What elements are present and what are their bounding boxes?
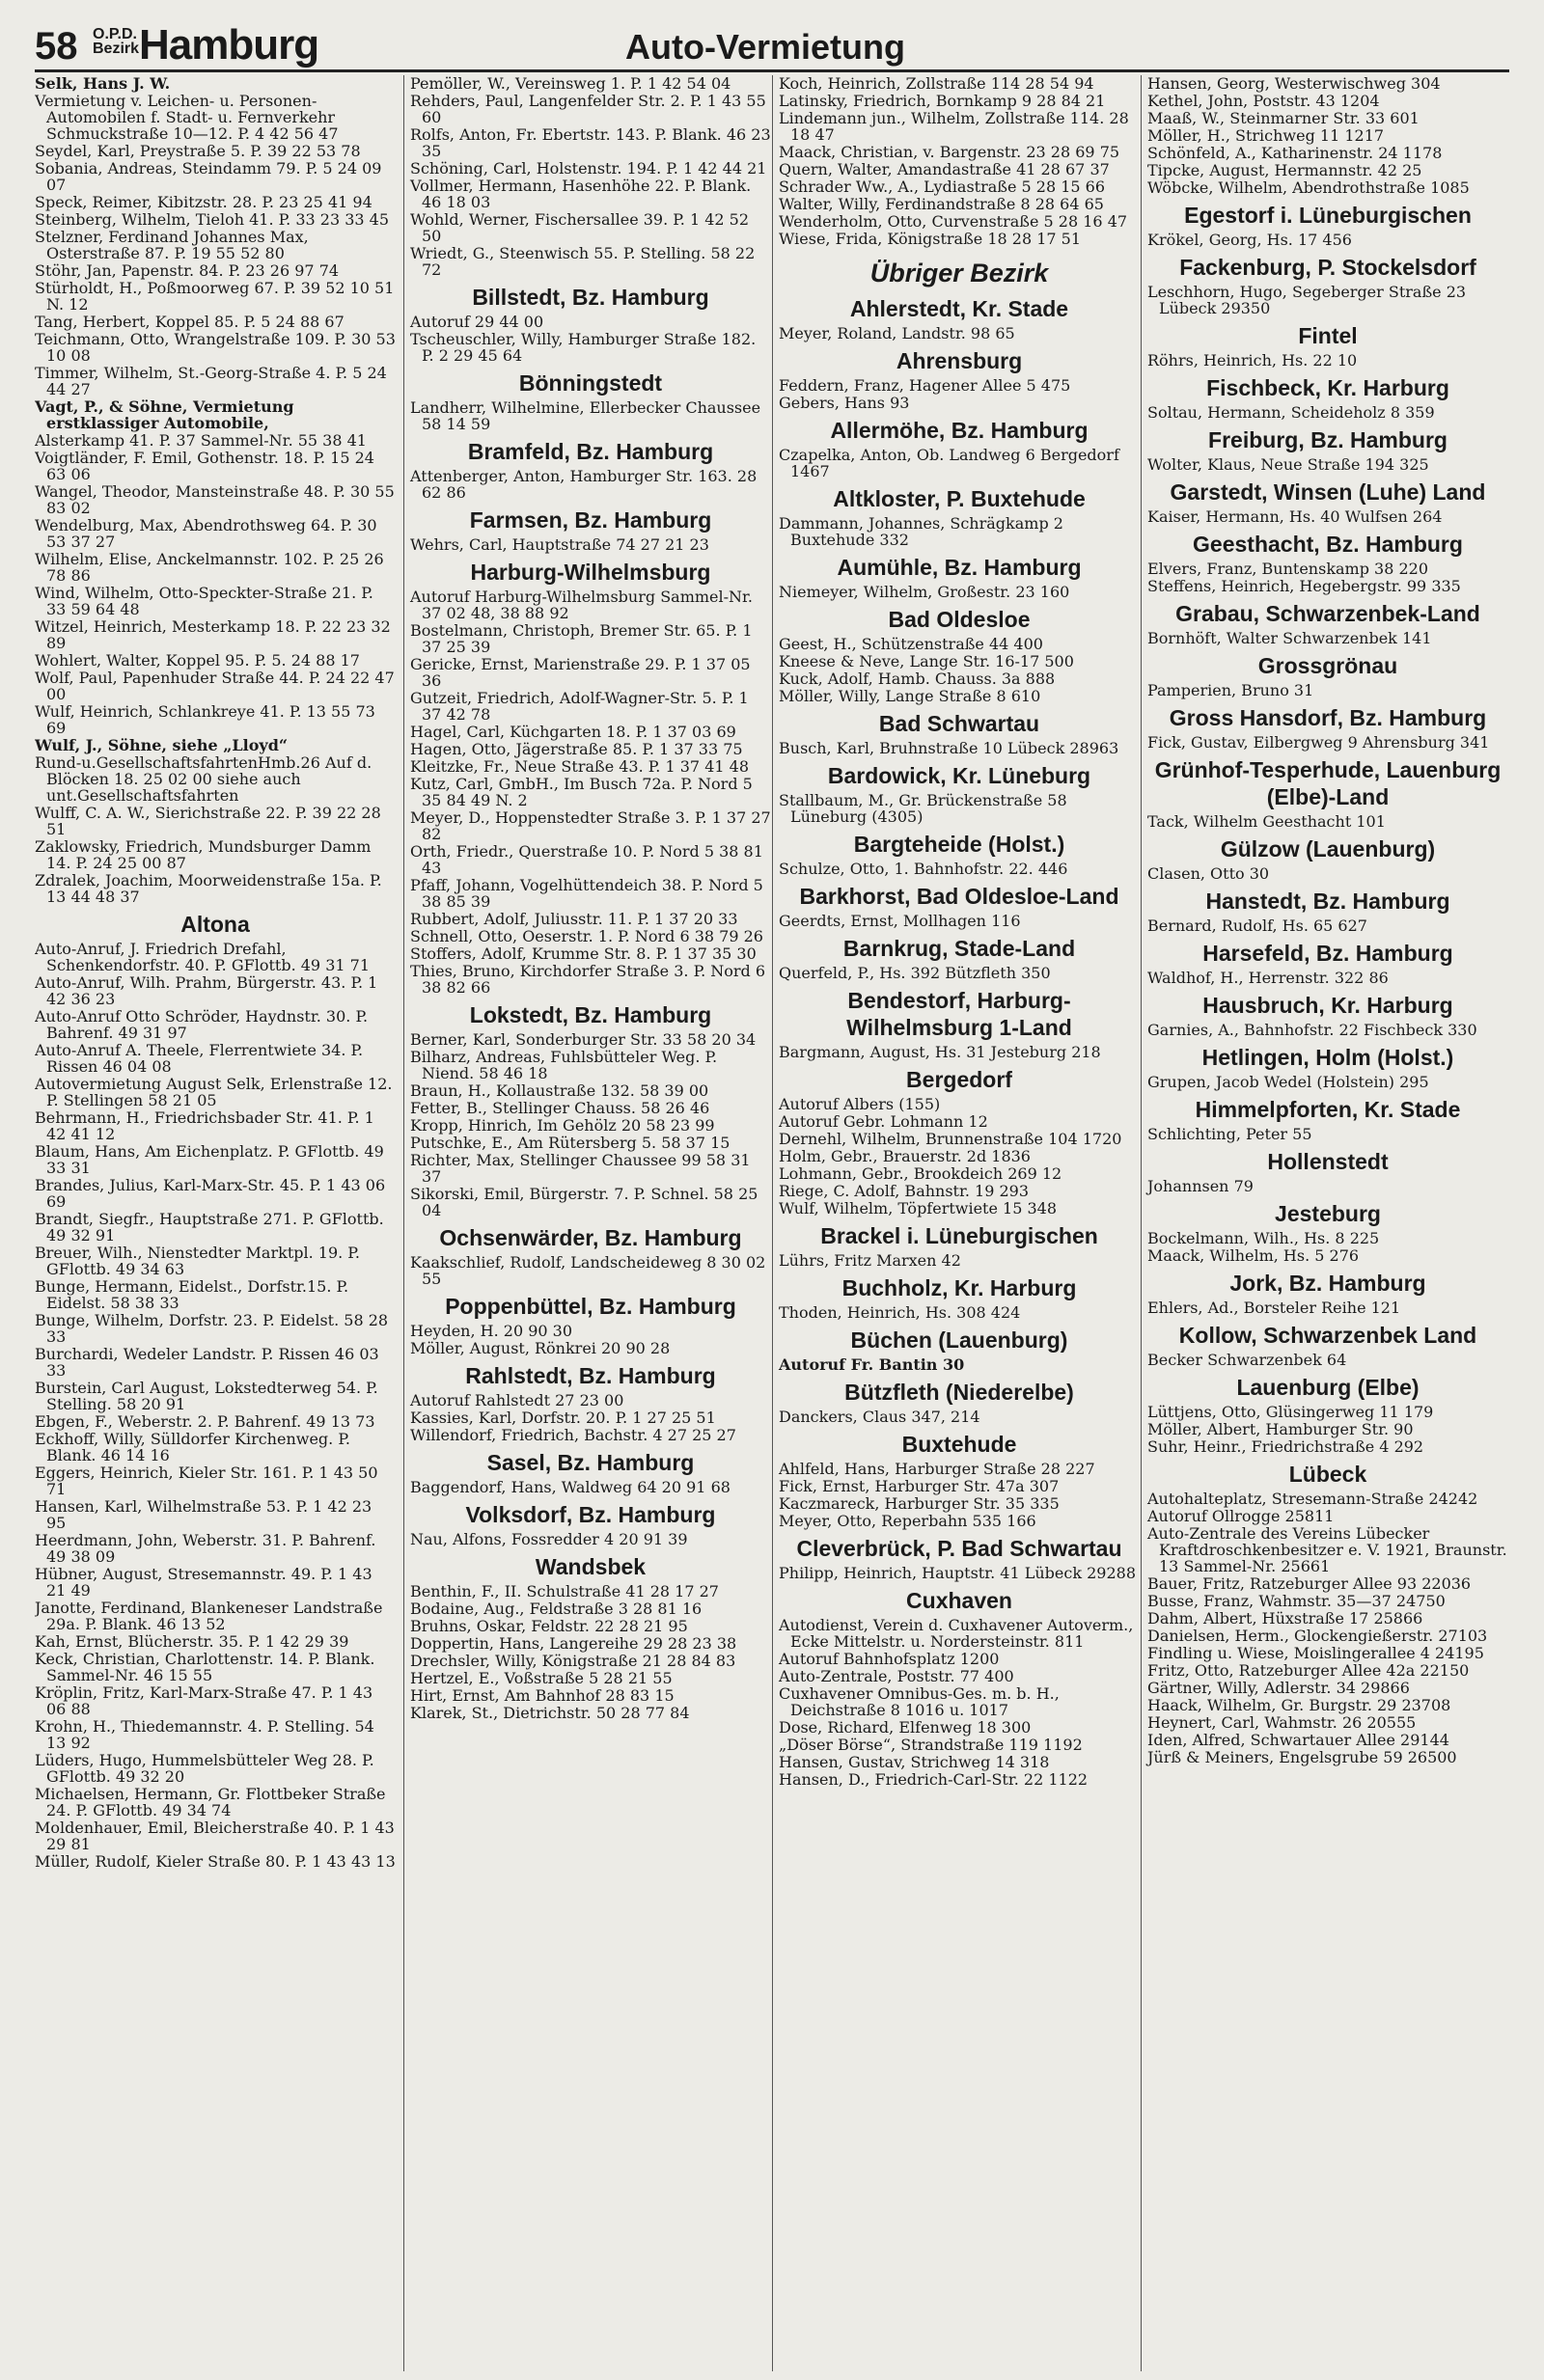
listing-entry: Ebgen, F., Weberstr. 2. P. Bahrenf. 49 13 73: [35, 1412, 375, 1431]
listing-entry: Wulff, C. A. W., Sierichstraße 22. P. 39 22 28 51: [35, 804, 381, 838]
listing-entry: Bernard, Rudolf, Hs. 65 627: [1147, 916, 1367, 935]
listing-entry: Vollmer, Hermann, Hasenhöhe 22. P. Blank. 46 18 03: [410, 177, 752, 211]
listing-entry: Lührs, Fritz Marxen 42: [779, 1251, 961, 1270]
listing-entry: Bargmann, August, Hs. 31 Jesteburg 218: [779, 1043, 1101, 1061]
column-1: [35, 75, 396, 2371]
place-heading: Fischbeck, Kr. Harburg: [1206, 375, 1449, 400]
listing-entry: Willendorf, Friedrich, Bachstr. 4 27 25 27: [410, 1426, 736, 1444]
listing-entry: Röhrs, Heinrich, Hs. 22 10: [1147, 351, 1358, 369]
place-heading: Sasel, Bz. Hamburg: [486, 1450, 695, 1475]
place-heading: Bargteheide (Holst.): [853, 832, 1065, 857]
place-heading: Lokstedt, Bz. Hamburg: [469, 1002, 712, 1027]
listing-entry: Bilharz, Andreas, Fuhlsbütteler Weg. P. Niend. 58 46 18: [410, 1048, 718, 1082]
listing-entry: Auto-Anruf A. Theele, Flerrentwiete 34. P. Rissen 46 04 08: [35, 1041, 364, 1076]
listing-entry: Cuxhavener Omnibus-Ges. m. b. H., Deichstraße 8 1016 u. 1017: [779, 1684, 1060, 1719]
listing-entry: Krohn, H., Thiedemannstr. 4. P. Stelling. 54 13 92: [35, 1717, 374, 1752]
listing-entry: Heynert, Carl, Wahmstr. 26 20555: [1147, 1713, 1417, 1732]
listing-entry: Dose, Richard, Elfenweg 18 300: [779, 1718, 1032, 1737]
place-heading: Bendestorf, Harburg-Wilhelmsburg 1-Land: [846, 988, 1072, 1040]
listing-entry: Stallbaum, M., Gr. Brückenstraße 58 Lüneburg (4305): [779, 791, 1067, 826]
place-heading: Rahlstedt, Bz. Hamburg: [465, 1363, 716, 1388]
listing-entry: Bunge, Wilhelm, Dorfstr. 23. P. Eidelst. 58 28 33: [35, 1311, 389, 1346]
listing-entry: Quern, Walter, Amandastraße 41 28 67 37: [779, 160, 1110, 178]
listing-entry: Autoruf 29 44 00: [410, 313, 544, 331]
listing-entry: Gärtner, Willy, Adlerstr. 34 29866: [1147, 1679, 1410, 1697]
listing-entry: Autoruf Fr. Bantin 30: [779, 1355, 965, 1374]
listing-entry: Wöbcke, Wilhelm, Abendrothstraße 1085: [1147, 178, 1470, 197]
listing-entry: Eggers, Heinrich, Kieler Str. 161. P. 1 43 50 71: [35, 1464, 378, 1498]
listing-entry: Steinberg, Wilhelm, Tieloh 41. P. 33 23 33 45: [35, 210, 390, 229]
listing-entry: Auto-Zentrale des Vereins Lübecker Kraftdroschkenbesitzer e. V. 1921, Braunstr. 13 Sammel-Nr. 25661: [1147, 1524, 1507, 1575]
listing-entry: Auto-Anruf Otto Schröder, Haydnstr. 30. P. Bahrenf. 49 31 97: [35, 1007, 369, 1042]
place-heading: Grabau, Schwarzenbek-Land: [1175, 601, 1480, 626]
listing-entry: Clasen, Otto 30: [1147, 864, 1270, 883]
place-heading: Freiburg, Bz. Hamburg: [1208, 427, 1448, 452]
listing-entry: Bauer, Fritz, Ratzeburger Allee 93 22036: [1147, 1574, 1472, 1593]
listing-entry: Maack, Wilhelm, Hs. 5 276: [1147, 1246, 1360, 1265]
listing-entry: Gebers, Hans 93: [779, 394, 910, 412]
place-heading: Bardowick, Kr. Lüneburg: [827, 763, 1091, 788]
listing-entry: Drechsler, Willy, Königstraße 21 28 84 83: [410, 1652, 736, 1670]
listing-entry: Hertzel, E., Voßstraße 5 28 21 55: [410, 1669, 673, 1687]
listing-entry: Autoruf Rahlstedt 27 23 00: [410, 1391, 624, 1409]
listing-entry: Wendelburg, Max, Abendrothsweg 64. P. 30 53 37 27: [35, 516, 377, 551]
place-heading: Aumühle, Bz. Hamburg: [837, 555, 1082, 580]
listing-entry: Burchardi, Wedeler Landstr. P. Rissen 46 03 33: [35, 1345, 379, 1380]
listing-entry: Autodienst, Verein d. Cuxhavener Autoverm., Ecke Mittelstr. u. Nordersteinstr. 811: [779, 1616, 1134, 1651]
listing-entry: Danielsen, Herm., Glockengießerstr. 27103: [1147, 1627, 1488, 1645]
listing-entry: Schnell, Otto, Oeserstr. 1. P. Nord 6 38 79 26: [410, 927, 763, 945]
listing-entry: Stürholdt, H., Poßmoorweg 67. P. 39 52 10 51 N. 12: [35, 279, 395, 314]
listing-entry: Schrader Ww., A., Lydiastraße 5 28 15 66: [779, 178, 1106, 196]
listing-entry: Rehders, Paul, Langenfelder Str. 2. P. 1 43 55 60: [410, 92, 766, 126]
listing-entry: Voigtländer, F. Emil, Gothenstr. 18. P. 15 24 63 06: [35, 449, 374, 483]
listing-entry: Michaelsen, Hermann, Gr. Flottbeker Straße 24. P. GFlottb. 49 34 74: [35, 1785, 386, 1819]
listing-entry: Querfeld, P., Hs. 392 Bützfleth 350: [779, 964, 1051, 982]
listing-entry: Bornhöft, Walter Schwarzenbek 141: [1147, 629, 1432, 647]
listing-entry: Schöning, Carl, Holstenstr. 194. P. 1 42 44 21: [410, 159, 767, 178]
listing-entry: Fritz, Otto, Ratzeburger Allee 42a 22150: [1147, 1661, 1470, 1680]
listing-entry: Kaiser, Hermann, Hs. 40 Wulfsen 264: [1147, 507, 1443, 526]
place-heading: Barnkrug, Stade-Land: [842, 936, 1076, 961]
listing-entry: Autovermietung August Selk, Erlenstraße 12. P. Stellingen 58 21 05: [35, 1075, 393, 1109]
listing-entry: Wind, Wilhelm, Otto-Speckter-Straße 21. P. 33 59 64 48: [35, 584, 373, 618]
place-heading: Cuxhaven: [906, 1588, 1012, 1613]
listing-entry: Dernehl, Wilhelm, Brunnenstraße 104 1720: [779, 1130, 1122, 1148]
listing-entry: Moldenhauer, Emil, Bleicherstraße 40. P. 1 43 29 81: [35, 1819, 395, 1853]
listing-entry: Benthin, F., II. Schulstraße 41 28 17 27: [410, 1582, 719, 1600]
place-heading: Altona: [180, 912, 250, 937]
listing-entry: Schulze, Otto, 1. Bahnhofstr. 22. 446: [779, 860, 1068, 878]
listing-entry: Selk, Hans J. W.: [35, 75, 171, 93]
listing-entry: Garnies, A., Bahnhofstr. 22 Fischbeck 330: [1147, 1021, 1477, 1039]
place-heading: Büchen (Lauenburg): [850, 1327, 1068, 1353]
listing-entry: Czapelka, Anton, Ob. Landweg 6 Bergedorf 1467: [779, 446, 1119, 480]
listing-entry: Hansen, Karl, Wilhelmstraße 53. P. 1 42 23 95: [35, 1497, 372, 1532]
listing-entry: Auto-Anruf, J. Friedrich Drefahl, Schenkendorfstr. 40. P. GFlottb. 49 31 71: [35, 940, 370, 974]
listing-entry: Wulf, Wilhelm, Töpfertwiete 15 348: [779, 1199, 1058, 1217]
listing-entry: Wohlert, Walter, Koppel 95. P. 5. 24 88 17: [35, 651, 360, 670]
place-heading: Bad Oldesloe: [888, 607, 1031, 632]
listing-entry: Kah, Ernst, Blücherstr. 35. P. 1 42 29 39: [35, 1632, 349, 1651]
place-heading: Fackenburg, P. Stockelsdorf: [1179, 255, 1476, 280]
listing-entry: Kaczmareck, Harburger Str. 35 335: [779, 1494, 1060, 1513]
listing-entry: Bockelmann, Wilh., Hs. 8 225: [1147, 1229, 1380, 1247]
listing-entry: Tack, Wilhelm Geesthacht 101: [1147, 812, 1386, 831]
listing-entry: Berner, Karl, Sonderburger Str. 33 58 20 34: [410, 1030, 757, 1049]
listing-entry: Wehrs, Carl, Hauptstraße 74 27 21 23: [410, 535, 709, 554]
listing-entry: Busch, Karl, Bruhnstraße 10 Lübeck 28963: [779, 739, 1119, 757]
listing-entry: Kropp, Hinrich, Im Gehölz 20 58 23 99: [410, 1116, 715, 1135]
listing-entry: Maack, Christian, v. Bargenstr. 23 28 69 75: [779, 143, 1120, 161]
listing-entry: Bunge, Hermann, Eidelst., Dorfstr.15. P. Eidelst. 58 38 33: [35, 1277, 349, 1312]
section-title: Auto-Vermietung: [625, 27, 906, 67]
listing-entry: Kassies, Karl, Dorfstr. 20. P. 1 27 25 51: [410, 1409, 716, 1427]
place-heading: Altkloster, P. Buxtehude: [833, 486, 1086, 511]
listing-entry: Maaß, W., Steinmarner Str. 33 601: [1147, 109, 1420, 127]
listing-entry: Hansen, D., Friedrich-Carl-Str. 22 1122: [779, 1770, 1089, 1789]
listing-entry: Latinsky, Friedrich, Bornkamp 9 28 84 21: [779, 92, 1106, 110]
place-heading: Barkhorst, Bad Oldesloe-Land: [799, 884, 1119, 909]
listing-entry: Findling u. Wiese, Moislingerallee 4 24195: [1147, 1644, 1484, 1662]
listing-entry: Richter, Max, Stellinger Chaussee 99 58 31 37: [410, 1151, 751, 1186]
listing-entry: Danckers, Claus 347, 214: [779, 1408, 980, 1426]
listing-entry: Autoruf Gebr. Lohmann 12: [779, 1112, 988, 1131]
listing-entry: Braun, H., Kollaustraße 132. 58 39 00: [410, 1081, 709, 1100]
listing-entry: Leschhorn, Hugo, Segeberger Straße 23 Lübeck 29350: [1147, 283, 1467, 317]
listing-entry: Brandes, Julius, Karl-Marx-Str. 45. P. 1 43 06 69: [35, 1176, 386, 1211]
listing-entry: Tipcke, August, Hermannstr. 42 25: [1147, 161, 1422, 179]
listing-entry: Möller, August, Rönkrei 20 90 28: [410, 1339, 671, 1357]
listing-entry: Auto-Anruf, Wilh. Prahm, Bürgerstr. 43. P. 1 42 36 23: [35, 973, 378, 1008]
listing-entry: Hansen, Gustav, Strichweg 14 318: [779, 1753, 1050, 1771]
listing-entry: Stelzner, Ferdinand Johannes Max, Osterstraße 87. P. 19 55 52 80: [35, 228, 309, 262]
listing-entry: Heyden, H. 20 90 30: [410, 1322, 573, 1340]
listing-entry: Rubbert, Adolf, Juliusstr. 11. P. 1 37 20 33: [410, 910, 738, 928]
place-heading: Bramfeld, Bz. Hamburg: [467, 439, 714, 464]
place-heading: Bad Schwartau: [878, 711, 1040, 736]
listing-entry: Kröplin, Fritz, Karl-Marx-Straße 47. P. 1 43 06 88: [35, 1683, 373, 1718]
place-heading: Allermöhe, Bz. Hamburg: [830, 418, 1089, 443]
listing-entry: Hagel, Carl, Küchgarten 18. P. 1 37 03 69: [410, 723, 736, 741]
listing-entry: Kutz, Carl, GmbH., Im Busch 72a. P. Nord 5 35 84 49 N. 2: [410, 775, 753, 809]
listing-entry: Walter, Willy, Ferdinandstraße 8 28 64 65: [779, 195, 1104, 213]
column-4: [1141, 75, 1508, 2371]
listing-entry: Philipp, Heinrich, Hauptstr. 41 Lübeck 29288: [779, 1564, 1137, 1582]
listing-entry: Hübner, August, Stresemannstr. 49. P. 1 43 21 49: [35, 1565, 372, 1600]
listing-entry: Kneese & Neve, Lange Str. 16-17 500: [779, 652, 1074, 670]
listing-entry: Nau, Alfons, Fossredder 4 20 91 39: [410, 1530, 688, 1548]
place-heading: Lauenburg (Elbe): [1236, 1375, 1420, 1400]
listing-entry: Pfaff, Johann, Vogelhüttendeich 38. P. Nord 5 38 85 39: [410, 876, 763, 911]
listing-entry: Blaum, Hans, Am Eichenplatz. P. GFlottb. 49 33 31: [35, 1142, 384, 1177]
listing-entry: Gericke, Ernst, Marienstraße 29. P. 1 37 05 36: [410, 655, 751, 690]
listing-entry: Kethel, John, Poststr. 43 1204: [1147, 92, 1380, 110]
place-heading: Jesteburg: [1275, 1201, 1381, 1226]
listing-entry: Meyer, D., Hoppenstedter Straße 3. P. 1 37 27 82: [410, 808, 771, 843]
listing-entry: Tang, Herbert, Koppel 85. P. 5 24 88 67: [35, 313, 345, 331]
listing-entry: Rund-u.GesellschaftsfahrtenHmb.26 Auf d. Blöcken 18. 25 02 00 siehe auch unt.Gesellschaftsfahrten: [35, 753, 372, 805]
place-heading: Himmelpforten, Kr. Stade: [1195, 1097, 1461, 1122]
place-heading: Buxtehude: [901, 1432, 1017, 1457]
listing-entry: Seydel, Karl, Preystraße 5. P. 39 22 53 78: [35, 142, 361, 160]
listing-entry: Tscheuschler, Willy, Hamburger Straße 182. P. 2 29 45 64: [410, 330, 757, 365]
place-heading: Geesthacht, Bz. Hamburg: [1193, 532, 1463, 557]
listing-entry: Bruhns, Oskar, Feldstr. 22 28 21 95: [410, 1617, 688, 1635]
listing-entry: Wilhelm, Elise, Anckelmannstr. 102. P. 25 26 78 86: [35, 550, 384, 585]
district-label: [93, 27, 139, 56]
place-heading: Harburg-Wilhelmsburg: [470, 560, 711, 585]
listing-entry: Hansen, Georg, Westerwischweg 304: [1147, 75, 1441, 93]
listing-entry: Kleitzke, Fr., Neue Straße 43. P. 1 37 41 48: [410, 757, 749, 776]
listing-entry: Wenderholm, Otto, Curvenstraße 5 28 16 47: [779, 212, 1128, 231]
listing-entry: Koch, Heinrich, Zollstraße 114 28 54 94: [779, 75, 1094, 93]
bezirk-label: Bezirk: [93, 41, 140, 57]
listing-entry: Sikorski, Emil, Bürgerstr. 7. P. Schnel. 58 25 04: [410, 1185, 758, 1219]
listing-entry: Burstein, Carl August, Lokstedterweg 54. P. Stelling. 58 20 91: [35, 1379, 378, 1413]
place-heading: Billstedt, Bz. Hamburg: [472, 285, 709, 310]
listing-entry: Eckhoff, Willy, Sülldorfer Kirchenweg. P. Blank. 46 14 16: [35, 1430, 350, 1464]
listing-entry: Bostelmann, Christoph, Bremer Str. 65. P. 1 37 25 39: [410, 621, 753, 656]
listing-columns: [35, 75, 1509, 2371]
listing-entry: Soltau, Hermann, Scheideholz 8 359: [1147, 403, 1435, 422]
listing-entry: Zaklowsky, Friedrich, Mundsburger Damm 14. P. 24 25 00 87: [35, 837, 372, 872]
listing-entry: Gutzeit, Friedrich, Adolf-Wagner-Str. 5. P. 1 37 42 78: [410, 689, 749, 724]
listing-entry: Witzel, Heinrich, Mesterkamp 18. P. 22 23 32 89: [35, 617, 391, 652]
listing-entry: Becker Schwarzenbek 64: [1147, 1351, 1347, 1369]
listing-entry: Keck, Christian, Charlottenstr. 14. P. Blank. Sammel-Nr. 46 15 55: [35, 1650, 375, 1684]
listing-entry: Thies, Bruno, Kirchdorfer Straße 3. P. Nord 6 38 82 66: [410, 962, 766, 997]
listing-entry: Baggendorf, Hans, Waldweg 64 20 91 68: [410, 1478, 731, 1496]
place-heading: Bützfleth (Niederelbe): [844, 1380, 1074, 1405]
listing-entry: Kuck, Adolf, Hamb. Chauss. 3a 888: [779, 670, 1056, 688]
listing-entry: Doppertin, Hans, Langereihe 29 28 23 38: [410, 1634, 737, 1653]
listing-entry: Speck, Reimer, Kibitzstr. 28. P. 23 25 41 94: [35, 193, 372, 211]
listing-entry: Meyer, Otto, Reperbahn 535 166: [779, 1512, 1036, 1530]
listing-entry: Fick, Gustav, Eilbergweg 9 Ahrensburg 341: [1147, 733, 1490, 752]
place-heading: Hanstedt, Bz. Hamburg: [1205, 889, 1450, 914]
listing-entry: Ehlers, Ad., Borsteler Reihe 121: [1147, 1299, 1401, 1317]
listing-entry: Brandt, Siegfr., Hauptstraße 271. P. GFlottb. 49 32 91: [35, 1210, 384, 1245]
place-heading: Grünhof-Tesperhude, Lauenburg (Elbe)-Land: [1154, 757, 1502, 809]
listing-entry: Autoruf Harburg-Wilhelmsburg Sammel-Nr. 37 02 48, 38 88 92: [410, 588, 753, 622]
listing-entry: Autoruf Ollrogge 25811: [1147, 1507, 1335, 1525]
place-heading: Garstedt, Winsen (Luhe) Land: [1170, 479, 1486, 505]
place-heading: Lübeck: [1288, 1462, 1367, 1487]
listing-entry: Thoden, Heinrich, Hs. 308 424: [779, 1303, 1021, 1322]
place-heading: Bergedorf: [906, 1067, 1012, 1092]
listing-entry: Johannsen 79: [1147, 1177, 1254, 1195]
place-heading: Farmsen, Bz. Hamburg: [469, 507, 712, 533]
page-header: [35, 21, 1509, 72]
place-heading: Volksdorf, Bz. Hamburg: [465, 1502, 716, 1527]
listing-entry: Vermietung v. Leichen- u. Personen-Automobilen f. Stadt- u. Fernverkehr Schmuckstraße 10—12. P. 4 42 56 47: [35, 92, 339, 143]
listing-entry: Sobania, Andreas, Steindamm 79. P. 5 24 09 07: [35, 159, 382, 194]
place-heading: Cleverbrück, P. Bad Schwartau: [796, 1536, 1122, 1561]
listing-entry: Timmer, Wilhelm, St.-Georg-Straße 4. P. 5 24 44 27: [35, 364, 387, 398]
place-heading: Übriger Bezirk: [869, 259, 1049, 287]
listing-entry: Breuer, Wilh., Nienstedter Marktpl. 19. P. GFlottb. 49 34 63: [35, 1244, 360, 1278]
place-heading: Buchholz, Kr. Harburg: [841, 1275, 1077, 1300]
listing-entry: Auto-Zentrale, Poststr. 77 400: [779, 1667, 1014, 1685]
listing-entry: Lindemann jun., Wilhelm, Zollstraße 114. 28 18 47: [779, 109, 1129, 144]
listing-entry: Lüders, Hugo, Hummelsbütteler Weg 28. P. GFlottb. 49 32 20: [35, 1751, 374, 1786]
listing-entry: Vagt, P., & Söhne, Vermietung erstklassiger Automobile,: [35, 397, 294, 432]
listing-entry: Wiese, Frida, Königstraße 18 28 17 51: [779, 230, 1082, 248]
listing-entry: Fetter, B., Stellinger Chauss. 58 26 46: [410, 1099, 710, 1117]
place-heading: Ahlerstedt, Kr. Stade: [849, 296, 1069, 321]
place-heading: Gülzow (Lauenburg): [1220, 836, 1436, 862]
listing-entry: Niemeyer, Wilhelm, Großestr. 23 160: [779, 583, 1070, 601]
listing-entry: Klarek, St., Dietrichstr. 50 28 77 84: [410, 1704, 690, 1722]
listing-entry: Pamperien, Bruno 31: [1147, 681, 1314, 699]
listing-entry: Dammann, Johannes, Schrägkamp 2 Buxtehude 332: [779, 514, 1063, 549]
place-heading: Ochsenwärder, Bz. Hamburg: [439, 1225, 742, 1250]
listing-entry: Busse, Franz, Wahmstr. 35—37 24750: [1147, 1592, 1446, 1610]
listing-entry: Möller, Albert, Hamburger Str. 90: [1147, 1420, 1414, 1438]
listing-entry: Alsterkamp 41. P. 37 Sammel-Nr. 55 38 41: [35, 431, 367, 450]
listing-entry: Schönfeld, A., Katharinenstr. 24 1178: [1147, 144, 1443, 162]
listing-entry: Suhr, Heinr., Friedrichstraße 4 292: [1147, 1437, 1424, 1456]
place-heading: Hausbruch, Kr. Harburg: [1202, 993, 1453, 1018]
listing-entry: Möller, Willy, Lange Straße 8 610: [779, 687, 1041, 705]
place-heading: Fintel: [1298, 323, 1358, 348]
opd-label: O.P.D.: [93, 26, 137, 42]
listing-entry: Landherr, Wilhelmine, Ellerbecker Chaussee 58 14 59: [410, 398, 761, 433]
place-heading: Harsefeld, Bz. Hamburg: [1202, 941, 1453, 966]
listing-entry: Autoruf Bahnhofsplatz 1200: [779, 1650, 1000, 1668]
column-3: [772, 75, 1140, 2371]
listing-entry: Teichmann, Otto, Wrangelstraße 109. P. 30 53 10 08: [35, 330, 396, 365]
listing-entry: Stoffers, Adolf, Krumme Str. 8. P. 1 37 35 30: [410, 944, 757, 963]
listing-entry: Stöhr, Jan, Papenstr. 84. P. 23 26 97 74: [35, 261, 340, 280]
place-heading: Grossgrönau: [1257, 653, 1398, 678]
listing-entry: Hagen, Otto, Jägerstraße 85. P. 1 37 33 75: [410, 740, 743, 758]
place-heading: Jork, Bz. Hamburg: [1229, 1271, 1426, 1296]
listing-entry: Wulf, Heinrich, Schlankreye 41. P. 13 55 73 69: [35, 702, 375, 737]
listing-entry: Grupen, Jacob Wedel (Holstein) 295: [1147, 1073, 1429, 1091]
listing-entry: Kaakschlief, Rudolf, Landscheideweg 8 30 02 55: [410, 1253, 766, 1288]
listing-entry: Feddern, Franz, Hagener Allee 5 475: [779, 376, 1071, 395]
listing-entry: Attenberger, Anton, Hamburger Str. 163. 28 62 86: [410, 467, 758, 502]
place-heading: Brackel i. Lüneburgischen: [820, 1223, 1098, 1248]
listing-entry: Lüttjens, Otto, Glüsingerweg 11 179: [1147, 1403, 1434, 1421]
listing-entry: Dahm, Albert, Hüxstraße 17 25866: [1147, 1609, 1423, 1628]
listing-entry: Ahlfeld, Hans, Harburger Straße 28 227: [779, 1460, 1095, 1478]
listing-entry: Zdralek, Joachim, Moorweidenstraße 15a. P. 13 44 48 37: [35, 871, 382, 906]
page-number: 58: [35, 25, 78, 68]
listing-entry: Heerdmann, John, Weberstr. 31. P. Bahrenf. 49 38 09: [35, 1531, 376, 1566]
listing-entry: Schlichting, Peter 55: [1147, 1125, 1312, 1143]
listing-entry: Wolter, Klaus, Neue Straße 194 325: [1147, 455, 1429, 474]
listing-entry: Autohalteplatz, Stresemann-Straße 24242: [1147, 1490, 1478, 1508]
listing-entry: Pemöller, W., Vereinsweg 1. P. 1 42 54 04: [410, 75, 731, 93]
place-heading: Gross Hansdorf, Bz. Hamburg: [1169, 705, 1487, 730]
listing-entry: Holm, Gebr., Brauerstr. 2d 1836: [779, 1147, 1031, 1165]
listing-entry: Lohmann, Gebr., Brookdeich 269 12: [779, 1164, 1062, 1183]
listing-entry: Steffens, Heinrich, Hegebergstr. 99 335: [1147, 577, 1461, 595]
city-title: Hamburg: [139, 21, 319, 68]
listing-entry: Hirt, Ernst, Am Bahnhof 28 83 15: [410, 1686, 675, 1705]
listing-entry: Wolf, Paul, Papenhuder Straße 44. P. 24 22 47 00: [35, 669, 395, 703]
listing-entry: Geest, H., Schützenstraße 44 400: [779, 635, 1043, 653]
place-heading: Poppenbüttel, Bz. Hamburg: [445, 1294, 736, 1319]
place-heading: Kollow, Schwarzenbek Land: [1178, 1323, 1477, 1348]
listing-entry: Möller, H., Strichweg 11 1217: [1147, 126, 1385, 145]
place-heading: Ahrensburg: [896, 348, 1023, 373]
listing-entry: Krökel, Georg, Hs. 17 456: [1147, 231, 1352, 249]
listing-entry: Iden, Alfred, Schwartauer Allee 29144: [1147, 1731, 1449, 1749]
listing-entry: Riege, C. Adolf, Bahnstr. 19 293: [779, 1182, 1030, 1200]
listing-entry: Orth, Friedr., Querstraße 10. P. Nord 5 38 81 43: [410, 842, 763, 877]
listing-entry: Behrmann, H., Friedrichsbader Str. 41. P. 1 42 41 12: [35, 1108, 374, 1143]
listing-entry: Elvers, Franz, Buntenskamp 38 220: [1147, 560, 1429, 578]
listing-entry: Autoruf Albers (155): [779, 1095, 941, 1113]
listing-entry: Meyer, Roland, Landstr. 98 65: [779, 324, 1015, 342]
listing-entry: Janotte, Ferdinand, Blankeneser Landstraße 29a. P. Blank. 46 13 52: [35, 1599, 383, 1633]
listing-entry: Wangel, Theodor, Mansteinstraße 48. P. 30 55 83 02: [35, 482, 395, 517]
listing-entry: Müller, Rudolf, Kieler Straße 80. P. 1 43 43 13: [35, 1852, 396, 1871]
listing-entry: Fick, Ernst, Harburger Str. 47a 307: [779, 1477, 1060, 1495]
listing-entry: „Döser Börse“, Strandstraße 119 1192: [779, 1736, 1083, 1754]
place-heading: Bönningstedt: [518, 370, 663, 396]
place-heading: Egestorf i. Lüneburgischen: [1184, 203, 1472, 228]
listing-entry: Wohld, Werner, Fischersallee 39. P. 1 42 52 50: [410, 210, 750, 245]
listing-entry: Putschke, E., Am Rütersberg 5. 58 37 15: [410, 1134, 731, 1152]
listing-entry: Bodaine, Aug., Feldstraße 3 28 81 16: [410, 1600, 703, 1618]
listing-entry: Wriedt, G., Steenwisch 55. P. Stelling. 58 22 72: [410, 244, 756, 279]
place-heading: Wandsbek: [535, 1554, 647, 1579]
place-heading: Hetlingen, Holm (Holst.): [1201, 1045, 1454, 1070]
listing-entry: Haack, Wilhelm, Gr. Burgstr. 29 23708: [1147, 1696, 1451, 1714]
place-heading: Hollenstedt: [1267, 1149, 1389, 1174]
listing-entry: Geerdts, Ernst, Mollhagen 116: [779, 912, 1021, 930]
column-2: [403, 75, 771, 2371]
listing-entry: Rolfs, Anton, Fr. Ebertstr. 143. P. Blank. 46 23 35: [410, 125, 771, 160]
listing-entry: Wulf, J., Söhne, siehe „Lloyd“: [35, 736, 289, 754]
listing-entry: Jürß & Meiners, Engelsgrube 59 26500: [1147, 1748, 1457, 1766]
listing-entry: Waldhof, H., Herrenstr. 322 86: [1147, 969, 1389, 987]
